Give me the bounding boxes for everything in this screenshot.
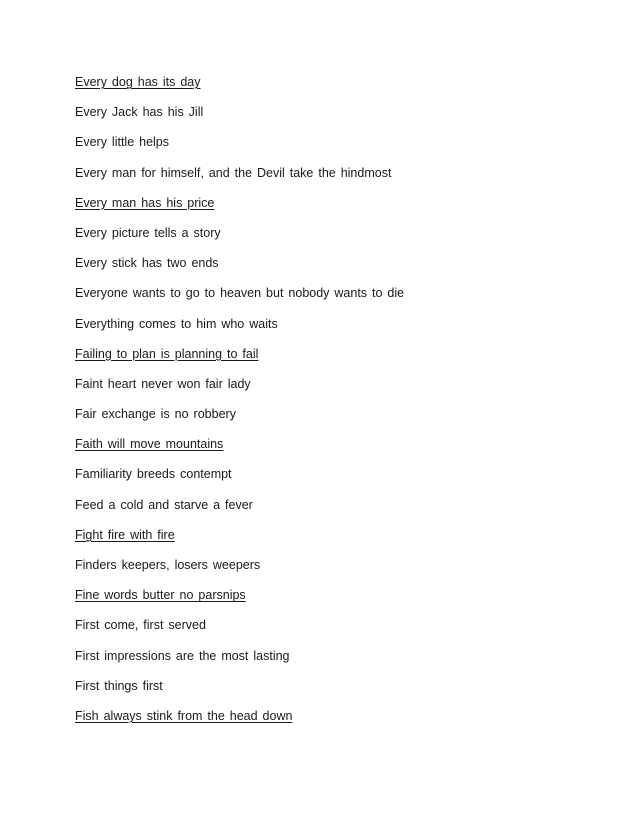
proverb-item [75, 617, 404, 647]
proverb-item [75, 376, 404, 406]
proverb-item [75, 165, 404, 195]
proverb-text: Every man has his price [75, 195, 215, 210]
proverb-text: First impressions are the most lasting [75, 648, 290, 663]
proverb-item [75, 648, 404, 678]
proverb-list [75, 74, 404, 738]
proverb-item [75, 195, 404, 225]
proverb-item [75, 527, 404, 557]
proverb-item [75, 436, 404, 466]
proverb-text: Finders keepers, losers weepers [75, 558, 261, 572]
proverb-text: Fair exchange is no robbery [75, 407, 236, 422]
proverb-item [75, 285, 404, 315]
proverb-text: Every Jack has his Jill [75, 105, 204, 120]
proverb-text: First come, first served [75, 618, 206, 633]
proverb-item [75, 316, 404, 346]
proverb-text: Every dog has its day [75, 75, 201, 89]
proverb-text: First things first [75, 678, 163, 693]
proverb-text: Fish always stink from the head down [75, 708, 293, 723]
proverb-item [75, 225, 404, 255]
proverb-text: Every stick has two ends [75, 256, 219, 271]
proverb-text: Fight fire with fire [75, 527, 175, 542]
proverb-text: Failing to plan is planning to fail [75, 346, 259, 361]
proverb-item [75, 346, 404, 376]
proverb-item [75, 134, 404, 164]
proverb-text: Every picture tells a story [75, 225, 221, 240]
proverb-item [75, 497, 404, 527]
proverb-item [75, 557, 404, 587]
proverb-text: Every man for himself, and the Devil take the hindmost [75, 165, 392, 180]
proverb-text: Faint heart never won fair lady [75, 376, 251, 391]
proverb-item [75, 708, 404, 738]
proverb-item [75, 678, 404, 708]
proverb-text: Faith will move mountains [75, 437, 224, 452]
proverb-text: Feed a cold and starve a fever [75, 497, 253, 512]
proverb-text: Fine words butter no parsnips [75, 588, 246, 603]
proverb-item [75, 74, 404, 104]
proverb-item [75, 406, 404, 436]
proverb-item [75, 466, 404, 496]
proverb-item [75, 255, 404, 285]
proverb-item [75, 104, 404, 134]
proverb-text: Everything comes to him who waits [75, 316, 278, 331]
proverb-text: Everyone wants to go to heaven but nobody wants to die [75, 286, 405, 301]
proverb-text: Familiarity breeds contempt [75, 467, 232, 482]
proverb-text: Every little helps [75, 135, 170, 150]
proverb-item [75, 587, 404, 617]
